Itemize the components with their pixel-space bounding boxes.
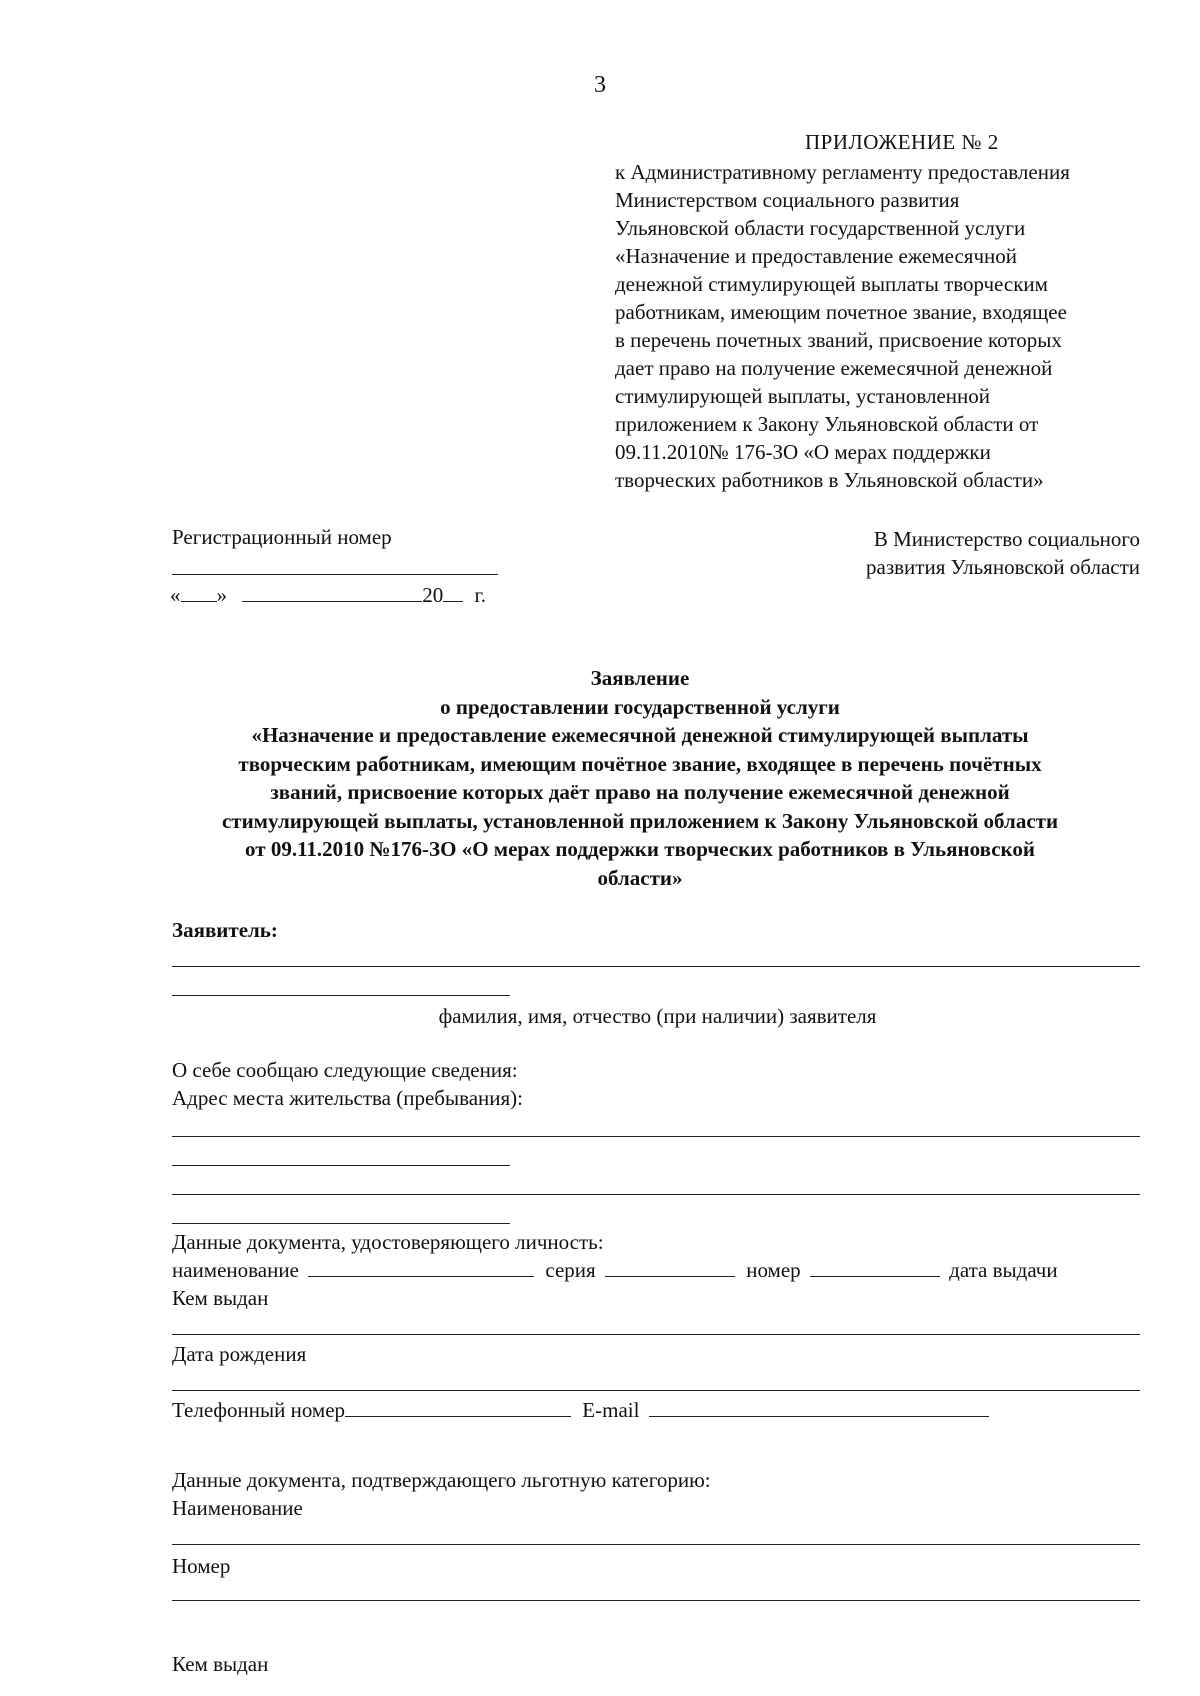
address-field-line2[interactable]	[172, 1165, 510, 1166]
registration-number-label: Регистрационный номер	[172, 525, 392, 549]
appendix-line: Ульяновской области государственной услуги	[615, 216, 1026, 240]
address-field-line1[interactable]	[172, 1136, 1140, 1137]
identity-doc-series-field[interactable]	[605, 1260, 735, 1277]
phone-field[interactable]	[345, 1400, 571, 1417]
appendix-line: «Назначение и предоставление ежемесячной	[615, 244, 1017, 268]
appendix-line: приложением к Закону Ульяновской области от	[615, 412, 1039, 436]
year-suffix: г.	[474, 583, 486, 607]
identity-doc-series-label: серия	[545, 1258, 596, 1282]
identity-doc-issue-date-label: дата выдачи	[949, 1258, 1058, 1282]
benefit-doc-name-field[interactable]	[172, 1544, 1140, 1545]
title-line: творческим работникам, имеющим почётное звание, входящее в перечень почётных	[238, 751, 1042, 776]
date-open-quote: «	[170, 583, 181, 607]
info-intro: О себе сообщаю следующие сведения:	[172, 1058, 518, 1082]
registration-month-field[interactable]	[242, 583, 422, 602]
appendix-title: ПРИЛОЖЕНИЕ № 2	[805, 130, 999, 154]
applicant-name-field-continued[interactable]	[172, 995, 510, 996]
identity-doc-issued-by-label: Кем выдан	[172, 1286, 269, 1310]
year-prefix: 20	[422, 583, 444, 607]
appendix-line: денежной стимулирующей выплаты творческим	[615, 272, 1048, 296]
registration-year-field[interactable]	[443, 583, 463, 602]
registration-number-field[interactable]	[172, 574, 498, 575]
appendix-description	[615, 158, 1175, 494]
birth-date-label: Дата рождения	[172, 1342, 307, 1366]
identity-doc-heading: Данные документа, удостоверяющего личность:	[172, 1230, 604, 1254]
addressee-line: развития Ульяновской области	[866, 555, 1140, 579]
appendix-line: к Административному регламенту предоставления	[615, 160, 1070, 184]
addressee-line: В Министерство социального	[873, 527, 1140, 551]
addressee	[810, 525, 1140, 581]
appendix-line: стимулирующей выплаты, установленной	[615, 384, 990, 408]
identity-doc-name-label: наименование	[172, 1258, 299, 1282]
identity-doc-number-label: номер	[746, 1258, 801, 1282]
registration-day-field[interactable]	[181, 583, 217, 602]
appendix-line: творческих работников в Ульяновской области»	[615, 468, 1044, 492]
benefit-doc-issued-by-label: Кем выдан	[172, 1652, 269, 1676]
appendix-line: дает право на получение ежемесячной денежной	[615, 356, 1053, 380]
address-label: Адрес места жительства (пребывания):	[172, 1086, 524, 1110]
appendix-line: работникам, имеющим почетное звание, входящее	[615, 300, 1067, 324]
benefit-doc-number-label: Номер	[172, 1554, 231, 1578]
address-field-line4[interactable]	[172, 1223, 510, 1224]
identity-doc-issued-by-field[interactable]	[172, 1334, 1140, 1335]
applicant-caption: фамилия, имя, отчество (при наличии) заявителя	[438, 1004, 877, 1028]
applicant-label: Заявитель:	[172, 918, 278, 942]
address-field-line3[interactable]	[172, 1194, 1140, 1195]
page-number: 3	[594, 72, 606, 98]
benefit-doc-name-label: Наименование	[172, 1496, 303, 1520]
title-line: от 09.11.2010 №176-ЗО «О мерах поддержки творческих работников в Ульяновской	[245, 837, 1035, 861]
email-label: E-mail	[582, 1398, 640, 1422]
title-line: званий, присвоение которых даёт право на получение ежемесячной денежной	[270, 780, 1010, 804]
email-field[interactable]	[649, 1400, 989, 1417]
appendix-line: Министерством социального развития	[615, 188, 960, 212]
appendix-line: в перечень почетных званий, присвоение которых	[615, 328, 1062, 352]
identity-doc-name-field[interactable]	[308, 1260, 534, 1277]
title-line: Заявление	[590, 666, 690, 690]
date-close-quote: »	[216, 583, 227, 607]
identity-doc-row	[172, 1258, 1058, 1283]
title-line: о предоставлении государственной услуги	[440, 694, 840, 719]
benefit-doc-heading: Данные документа, подтверждающего льготную категорию:	[172, 1468, 711, 1492]
applicant-name-field[interactable]	[172, 966, 1140, 967]
title-line: «Назначение и предоставление ежемесячной денежной стимулирующей выплаты	[251, 723, 1029, 747]
appendix-line: 09.11.2010№ 176-ЗО «О мерах поддержки	[615, 440, 991, 464]
document-title	[160, 664, 1120, 892]
birth-date-field[interactable]	[172, 1390, 1140, 1391]
title-line: области»	[597, 865, 683, 890]
phone-label: Телефонный номер	[172, 1398, 346, 1422]
contact-row	[172, 1398, 989, 1423]
identity-doc-number-field[interactable]	[810, 1260, 940, 1277]
title-line: стимулирующей выплаты, установленной приложением к Закону Ульяновской области	[221, 808, 1059, 833]
benefit-doc-number-field[interactable]	[172, 1600, 1140, 1601]
registration-date	[170, 583, 486, 608]
